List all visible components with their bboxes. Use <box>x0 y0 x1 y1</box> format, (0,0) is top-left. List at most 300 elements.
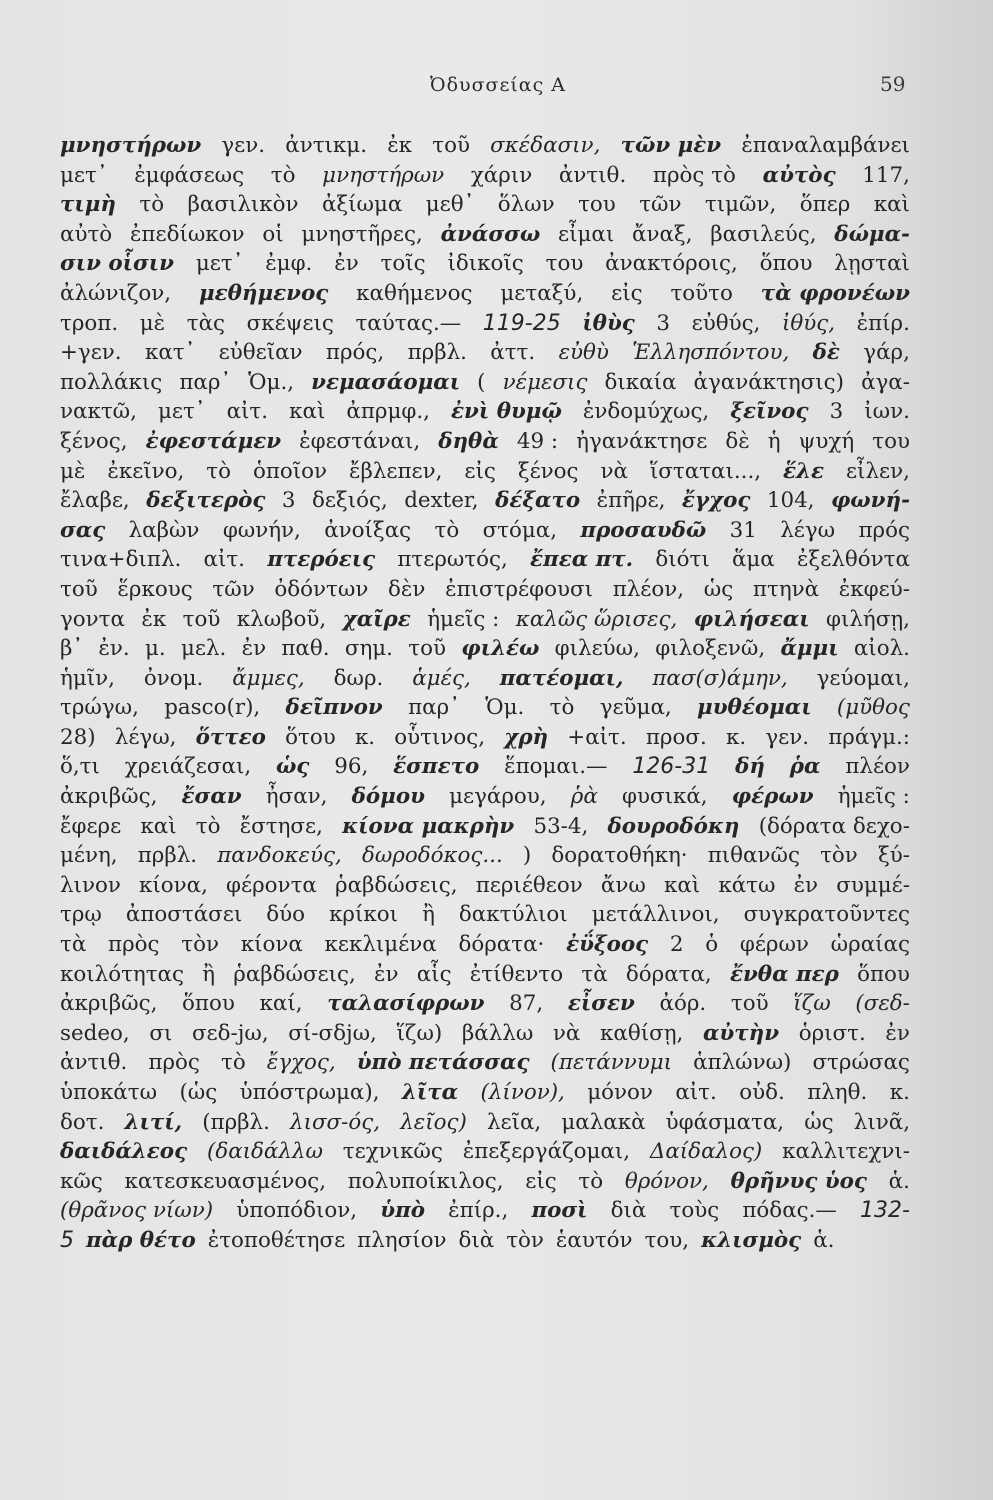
word: ἐπίρ., <box>448 1198 509 1224</box>
word: πιθανῶς <box>707 843 800 869</box>
text-line <box>60 427 910 457</box>
commentary-text <box>60 131 910 1256</box>
word: μελ. <box>180 636 227 662</box>
lemma-word: θρῆνυς ὑος <box>730 1168 867 1194</box>
word: ἔγχος, <box>266 1050 336 1076</box>
word: τὸ <box>195 813 221 839</box>
word: μνηστήρων <box>322 162 445 188</box>
word: ἀόρ. <box>659 991 707 1017</box>
lemma-word: δαιδάλεος <box>60 1139 188 1165</box>
word: ἡμεῖς : <box>427 606 500 632</box>
lemma-word: σας <box>60 517 106 543</box>
word: μετάλλινοι, <box>591 902 720 928</box>
word: του <box>545 251 584 277</box>
word: ἀνακτόροις, <box>605 251 738 277</box>
word: σημ. <box>344 636 393 662</box>
word: ( <box>477 369 486 395</box>
text-line <box>60 131 910 161</box>
word: μόνον <box>587 1080 653 1105</box>
word: ἐπιστρέφουσι <box>445 576 593 602</box>
word: νὰ <box>600 458 628 484</box>
word: αἰτ. <box>203 547 245 573</box>
word: ψυχή <box>798 428 855 454</box>
word: 28) <box>60 724 96 750</box>
word: κίονα, <box>139 872 208 898</box>
word: ἄναξ, <box>632 221 693 247</box>
lemma-word: ῥα <box>789 754 821 780</box>
lemma-word: ὡς <box>275 754 310 780</box>
text-line <box>60 930 910 960</box>
text-line <box>60 1196 910 1226</box>
text-line <box>60 457 910 487</box>
lemma-word: ἕσπετο <box>393 754 480 780</box>
word: ὡς <box>703 576 734 602</box>
word: τοὺς <box>669 1198 720 1224</box>
lemma-word: φωνή- <box>830 488 910 514</box>
word: πολλάκις <box>60 369 163 395</box>
text-line <box>60 190 910 220</box>
text-line <box>60 309 910 339</box>
text-line <box>60 871 910 901</box>
text-line <box>60 516 910 546</box>
word: ἁμές, <box>412 665 471 691</box>
word: ἐπίρ. <box>856 310 910 336</box>
word: σεδ-jω, <box>191 1020 269 1046</box>
text-line <box>60 338 910 368</box>
word: πόδας.— <box>742 1198 837 1224</box>
word: νὰ <box>552 1020 581 1046</box>
word: λῃσταὶ <box>834 251 910 277</box>
word: δὲν <box>388 576 426 602</box>
word: διὰ <box>610 1198 647 1224</box>
word: τὸν <box>820 843 858 869</box>
word: πτερωτός, <box>397 547 508 573</box>
word: δόρατα· <box>458 932 545 958</box>
word: ἢ <box>202 961 216 987</box>
word: κῶς <box>60 1168 103 1194</box>
word: μὲ <box>60 458 86 484</box>
text-line <box>60 368 910 398</box>
word: ἄμμες, <box>232 665 305 691</box>
lemma-word: χρὴ <box>504 724 549 750</box>
word: τὸν <box>506 1227 544 1253</box>
word: (δαιδάλλω <box>206 1139 323 1165</box>
lemma-word: νεμασάομαι <box>311 369 461 395</box>
word: ἀκριβῶς, <box>60 991 158 1017</box>
lemma-word: ὑπὸ <box>380 1198 426 1224</box>
word: κρίκοι <box>329 902 399 928</box>
word: πρβλ. <box>137 843 198 869</box>
lemma-word: ἔπεα πτ. <box>530 547 634 573</box>
word: κίονα <box>240 932 303 958</box>
word: τοῖς <box>380 251 426 277</box>
text-line <box>60 220 910 250</box>
word: ὅπου <box>759 251 813 277</box>
text-line <box>60 605 910 635</box>
word: ῥαβδώσεις, <box>335 872 458 898</box>
text-line <box>60 397 910 427</box>
word: ἡμεῖς : <box>837 784 910 810</box>
lemma-word: αὐτὸς <box>762 162 836 188</box>
word: ὅ,τι <box>60 754 100 780</box>
word: ἑαυτόν <box>555 1227 633 1253</box>
word: πανδοκεύς, <box>217 843 342 869</box>
word: ἐπεδίωκον <box>129 221 245 247</box>
word: (ὡς <box>179 1080 218 1105</box>
text-line <box>60 841 910 871</box>
word: (πρβλ. <box>202 1109 270 1135</box>
word: ἵζω <box>793 991 831 1017</box>
text-line <box>60 693 910 723</box>
word: ὑποπόδιον, <box>236 1198 358 1224</box>
word: φιλεύω, <box>554 636 640 662</box>
word: δύο <box>266 902 306 928</box>
word: μεταξύ, <box>500 280 584 306</box>
word: τὰς <box>186 310 225 336</box>
lemma-word: μνηστήρων <box>60 133 202 158</box>
word: πλέον <box>845 754 910 780</box>
word: ἐν. <box>98 636 130 662</box>
word: αἷς <box>416 961 452 987</box>
word: μεγάρου, <box>449 784 547 810</box>
word: εἰς <box>464 458 496 484</box>
word: τεχνικῶς <box>342 1139 443 1165</box>
word: ἠγανάκτησε <box>576 428 708 454</box>
word: ὡς <box>804 1109 834 1135</box>
word: δεξιός, <box>311 488 388 514</box>
word: ἀντιθ. <box>558 162 627 188</box>
word: τὸ <box>549 695 575 721</box>
word: ) <box>522 843 532 869</box>
word: ὑπόστρωμα), <box>239 1080 380 1105</box>
word: πλησίον <box>357 1227 447 1253</box>
word: δωρ. <box>333 665 384 691</box>
text-line <box>60 752 910 782</box>
word: ῥὰ <box>570 784 598 810</box>
word: σι <box>149 1020 173 1046</box>
word: παρ᾽ <box>408 695 460 721</box>
word: τοῦ <box>60 576 98 602</box>
word: καθίσῃ, <box>600 1020 684 1046</box>
word: φέροντα <box>226 872 317 898</box>
lemma-word: δουροδόκη <box>607 813 740 839</box>
text-line <box>60 1137 910 1167</box>
word: δακτύλιοι <box>458 902 568 928</box>
word: λεῖος) <box>400 1109 467 1135</box>
word: +γεν. <box>60 340 122 366</box>
word: ἁ. <box>813 1227 835 1253</box>
text-line <box>60 1226 910 1256</box>
text-line <box>60 249 910 279</box>
lemma-word: ἔνθα περ <box>729 961 839 987</box>
word: εἰς <box>611 280 643 306</box>
word: ὁποῖον <box>252 458 328 484</box>
word: θρόνον, <box>624 1168 709 1194</box>
word: τὸ <box>270 162 296 188</box>
lemma-word: σιν οἷσιν <box>60 251 174 277</box>
word: εὐθύς, <box>691 310 761 336</box>
word: κατεσκευασμένος, <box>124 1168 326 1194</box>
word: βάλλω <box>461 1020 534 1046</box>
word: ἀντιθ. <box>60 1050 128 1076</box>
word: συγκρατοῦντες <box>743 902 910 928</box>
word: sedeo, <box>60 1020 130 1046</box>
word: ὅτου <box>285 724 336 750</box>
word: σκέψεις <box>246 310 334 336</box>
word: λεῖα, <box>486 1109 542 1135</box>
word: κάτω <box>718 872 776 898</box>
word: (μῦθος <box>836 695 910 721</box>
word: τοῦ <box>730 991 769 1017</box>
word: εἰς <box>525 1168 557 1194</box>
word: (σεδ- <box>855 991 910 1017</box>
word: ἡμῖν, <box>60 665 115 691</box>
word: του, <box>644 1227 690 1253</box>
word: 53-4, <box>533 813 589 839</box>
word: ἀλώνιζον, <box>60 280 172 306</box>
word: μετ᾽ <box>60 162 108 188</box>
text-line <box>60 1048 910 1078</box>
word: οἱ <box>262 221 284 247</box>
word: λέγω <box>780 517 836 543</box>
word: λισσ-ός, <box>290 1109 381 1135</box>
word: ἵσταται..., <box>649 458 762 484</box>
word: σκέδασιν, <box>490 133 601 158</box>
word: αὐτὸ <box>60 221 113 247</box>
word: ἐν <box>793 872 819 898</box>
text-line <box>60 161 910 191</box>
lemma-word: δεῖπνον <box>285 695 383 721</box>
word: μαλακὰ <box>561 1109 646 1135</box>
word: κ. <box>354 724 376 750</box>
lemma-word: χαῖρε <box>342 606 411 632</box>
word: ἔφερε <box>60 813 122 839</box>
word: εἶλεν, <box>845 458 910 484</box>
word: καὶ <box>140 813 177 839</box>
word: τὸ <box>220 1050 246 1076</box>
lemma-word: ἔσαν <box>181 784 242 810</box>
word: τρώγω, <box>60 695 139 721</box>
page-header-title: Ὀδυσσείας Α <box>430 74 567 96</box>
word: πασ(σ)άμην, <box>652 665 788 691</box>
word: ἐκ <box>387 133 413 158</box>
lemma-word: πατέομαι, <box>499 665 624 691</box>
word: ἀποστάσει <box>125 902 243 928</box>
word: ἀνοίξας <box>324 517 412 543</box>
word: πρός, <box>325 340 385 366</box>
word: ἐφεστάναι, <box>299 428 421 454</box>
word: διότι <box>655 547 710 573</box>
word: λέγω, <box>114 724 177 750</box>
word: δορατοθήκη· <box>551 843 688 869</box>
word: εὐθεῖαν <box>218 340 303 366</box>
word: στόμα, <box>482 517 558 543</box>
word: δικαία <box>604 369 677 395</box>
word: στρώσας <box>812 1050 910 1076</box>
text-line <box>60 279 910 309</box>
word: τινα+διπλ. <box>60 547 182 573</box>
word: ἡ <box>767 428 781 454</box>
word: τοῦ <box>432 133 470 158</box>
word: 87, <box>509 991 544 1017</box>
word: ὅλων <box>497 192 555 218</box>
word: ἐπαναλαμβάνει <box>741 133 910 158</box>
word: ἐνδομύχως, <box>582 399 710 425</box>
word: βασιλεύς, <box>710 221 817 247</box>
word: dexter, <box>404 488 479 514</box>
word: εὐθὺ <box>558 340 609 366</box>
word: ἀντικμ. <box>285 133 367 158</box>
word: καὶ <box>873 192 910 218</box>
word: χάριν <box>470 162 533 188</box>
text-line <box>60 989 910 1019</box>
lemma-word: ἐΰξοος <box>566 932 649 958</box>
word: ξύ- <box>877 843 910 869</box>
word: περιέθεον <box>475 872 583 898</box>
word: οὐδ. <box>739 1080 785 1105</box>
word: διὰ <box>458 1227 495 1253</box>
lemma-word: προσαυδῶ <box>580 517 707 543</box>
word: μετ᾽ <box>195 251 244 277</box>
word: ἄνω <box>600 872 646 898</box>
text-line <box>60 634 910 664</box>
word: παθ. <box>281 636 330 662</box>
word: ὑφάσματα, <box>665 1109 785 1135</box>
word: πληθ. <box>807 1080 868 1105</box>
word: συμμέ- <box>836 872 910 898</box>
word: ὑποκάτω <box>60 1080 158 1105</box>
word: αἰολ. <box>853 636 910 662</box>
word: Ἑλλησπόντου, <box>632 340 790 366</box>
lemma-word: τῶν μὲν <box>620 133 722 158</box>
word: πράγμ.: <box>828 724 910 750</box>
verse-reference: 126-31 <box>632 754 711 780</box>
word: ἐν <box>241 636 267 662</box>
word: 117, <box>862 162 910 188</box>
word: ἀγα- <box>861 369 910 395</box>
word: Δαίδαλος) <box>649 1139 763 1165</box>
word: 3 <box>281 488 296 514</box>
word: ὀνομ. <box>143 665 204 691</box>
word: ἐκεῖνο, <box>107 458 185 484</box>
word: παρ᾽ <box>179 369 232 395</box>
word: ὁριστ. <box>798 1020 866 1046</box>
lemma-word: ἰθὺς <box>582 310 635 336</box>
word: αἰτ. <box>675 1080 717 1105</box>
word: ἀκριβῶς, <box>60 784 158 810</box>
word: ἐν <box>885 1020 910 1046</box>
word: (θρᾶνος νίων) <box>60 1198 214 1224</box>
word: 2 <box>669 932 684 958</box>
text-line <box>60 486 910 516</box>
word: τὸ <box>578 1168 604 1194</box>
lemma-word: ξεῖνος <box>730 399 809 425</box>
word: ἐτοποθέτησε <box>207 1227 346 1253</box>
word: 3 <box>829 399 844 425</box>
verse-reference: 132- <box>859 1198 910 1224</box>
lemma-word: κίονα μακρὴν <box>342 813 515 839</box>
word: ἐπῆρε, <box>596 488 666 514</box>
word: (λίνον), <box>480 1080 565 1105</box>
word: γάρ, <box>863 340 910 366</box>
word: πρὸς <box>148 1050 200 1076</box>
word: πλέον, <box>612 576 685 602</box>
word: καλλιτεχνι- <box>782 1139 910 1165</box>
word: τοῦ <box>182 606 221 632</box>
lemma-word: τιμὴ <box>60 192 116 218</box>
text-line <box>60 664 910 694</box>
word: κλωβοῦ, <box>236 606 327 632</box>
text-line <box>60 1108 910 1138</box>
word: ἀγανάκτησις) <box>693 369 844 395</box>
word: ἰδικοῖς <box>447 251 524 277</box>
word: μένη, <box>60 843 118 869</box>
word: τὰ <box>60 932 87 958</box>
text-line <box>60 723 910 753</box>
word: ἔλαβε, <box>60 488 130 514</box>
word: ῥαβδώσεις, <box>233 961 356 987</box>
word: ἐκ <box>141 606 167 632</box>
word: ἕρκους <box>117 576 193 602</box>
word: ἀττ. <box>490 340 536 366</box>
word: χρειάζεσαι, <box>124 754 252 780</box>
word: αἰτ. <box>226 399 269 425</box>
word: ἐτίθεντο <box>469 961 564 987</box>
lemma-word: φέρων <box>731 784 814 810</box>
word: μεθ᾽ <box>425 192 475 218</box>
lemma-word: δηθὰ <box>438 428 499 454</box>
word: ἕπομαι.— <box>504 754 608 780</box>
word: ξένος, <box>60 428 128 454</box>
word: β᾽ <box>60 636 84 662</box>
word: τὸ <box>139 192 165 218</box>
word: ὅπου <box>857 961 910 987</box>
word: τὸ <box>434 517 460 543</box>
word: γεύομαι, <box>816 665 910 691</box>
word: ἐκφεύ- <box>838 576 910 602</box>
word: φωνήν, <box>222 517 301 543</box>
word: μ. <box>144 636 166 662</box>
word: καὶ <box>289 399 326 425</box>
word: καλῶς ὥρισες, <box>515 606 678 632</box>
word: ἰθύς, <box>781 310 836 336</box>
word: μετ᾽ <box>157 399 206 425</box>
word: ἔστησε, <box>239 813 323 839</box>
verse-reference: 5 <box>60 1227 74 1253</box>
lemma-word: ταλασίφρων <box>327 991 485 1017</box>
lemma-word: ὅττεο <box>195 724 266 750</box>
lemma-word: πὰρ θέτο <box>86 1227 196 1253</box>
word: ὀδόντων <box>274 576 369 602</box>
word: ἐμφ. <box>265 251 313 277</box>
lemma-word: ἔγχος <box>681 488 751 514</box>
text-line <box>60 575 910 605</box>
lemma-word: φιλήσεαι <box>693 606 810 632</box>
word: λινᾶ, <box>853 1109 910 1135</box>
word: ἵζω) <box>396 1020 443 1046</box>
word: +αἰτ. <box>567 724 627 750</box>
word: Ὁμ. <box>485 695 525 721</box>
word: ὁ <box>705 932 719 958</box>
word: ἐμφάσεως <box>134 162 245 188</box>
word: ἐξελθόντα <box>796 547 910 573</box>
word: γεν. <box>221 133 266 158</box>
word: τὰ <box>581 961 608 987</box>
word: pasco(r), <box>164 695 261 721</box>
word: ἦσαν, <box>265 784 328 810</box>
lemma-word: ἐφεστάμεν <box>145 428 282 454</box>
word: βασιλικὸν <box>187 192 299 218</box>
